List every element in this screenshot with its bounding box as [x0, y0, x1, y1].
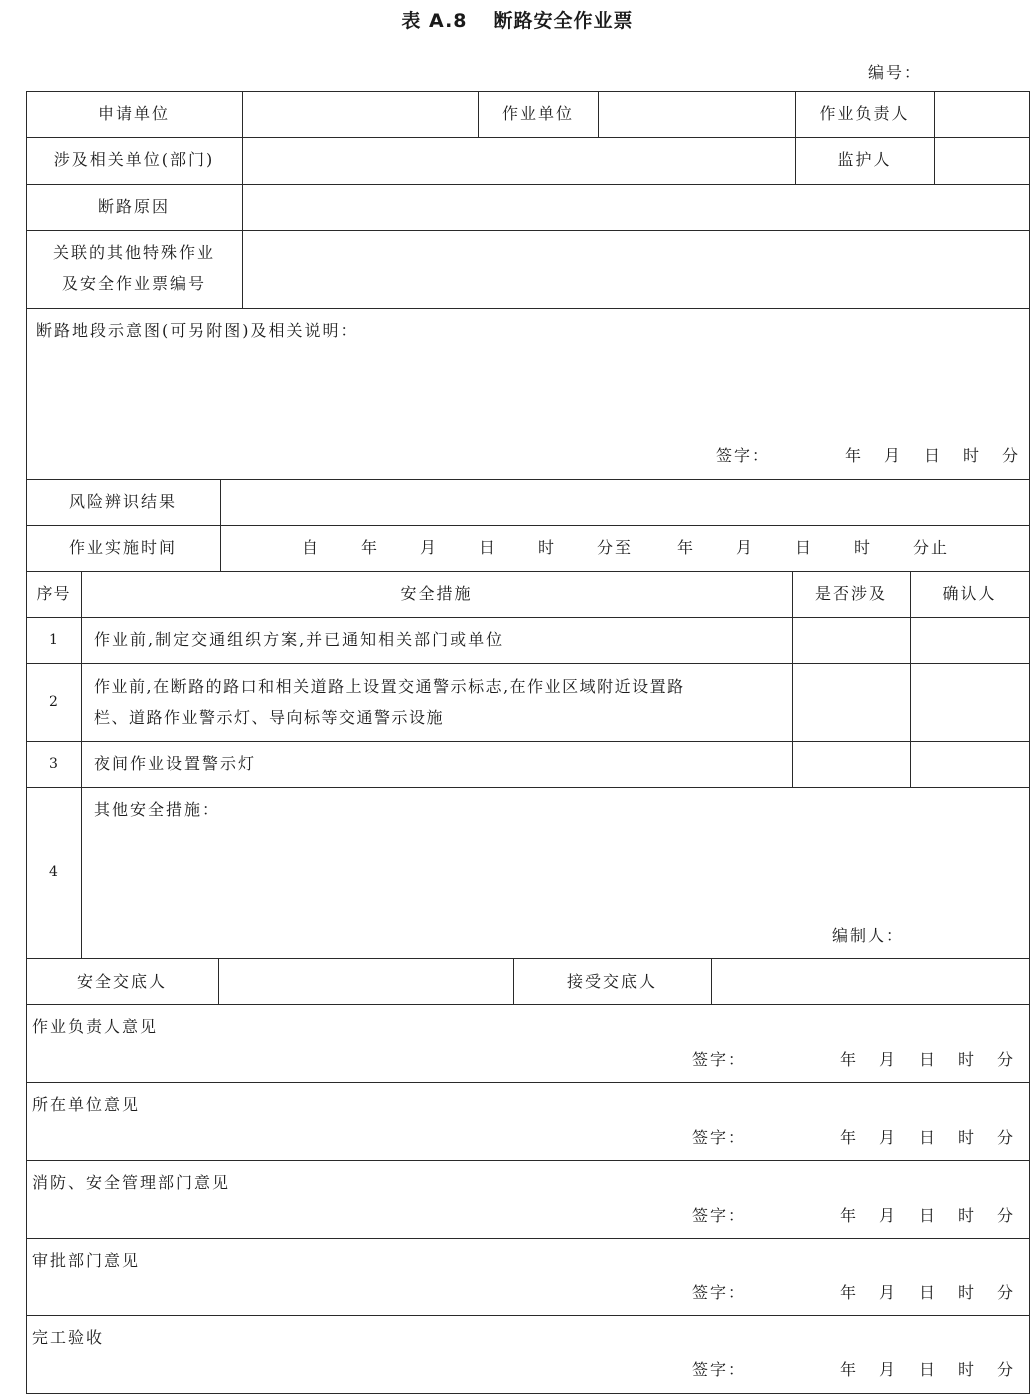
- rule: [26, 184, 1030, 185]
- related-permit-label-line1: 关联的其他特殊作业: [52, 243, 215, 262]
- serial-label: 编号：: [868, 63, 923, 82]
- col-confirmer-header: 确认人: [942, 584, 997, 603]
- measure-text-line2: 栏、道路作业警示灯、导向标等交通警示设施: [94, 708, 445, 727]
- rule: [26, 230, 1030, 231]
- day-label: 日: [919, 1360, 938, 1379]
- rule: [26, 137, 1030, 138]
- rule: [26, 617, 1030, 618]
- col-no-header: 序号: [36, 584, 71, 603]
- period-label: 作业实施时间: [68, 538, 177, 557]
- rule: [26, 91, 1030, 92]
- hour-label: 时: [958, 1360, 977, 1379]
- day-label: 日: [919, 1050, 938, 1069]
- period-from: 自: [302, 538, 321, 557]
- applicant-unit-label: 申请单位: [97, 104, 170, 123]
- risk-label: 风险辨识结果: [68, 492, 177, 511]
- table-code: 表 A.8: [401, 10, 468, 32]
- rule: [26, 1004, 1030, 1005]
- measure-no: 1: [49, 632, 58, 648]
- hour-label: 时: [958, 1128, 977, 1147]
- period-day-2: 日: [795, 538, 814, 557]
- hour-label: 时: [958, 1206, 977, 1225]
- opinion-label: 消防、安全管理部门意见: [32, 1173, 231, 1192]
- period-hour: 时: [538, 538, 557, 557]
- related-permit-label-line2: 及安全作业票编号: [61, 274, 206, 293]
- day-label: 日: [919, 1206, 938, 1225]
- opinion-label: 作业负责人意见: [32, 1017, 159, 1036]
- measure-text: 作业前,制定交通组织方案,并已通知相关部门或单位: [94, 630, 505, 649]
- month-label: 月: [879, 1128, 898, 1147]
- rule: [26, 958, 1030, 959]
- measure-no: 4: [49, 864, 58, 880]
- rule: [598, 91, 599, 137]
- hour-label: 时: [958, 1050, 977, 1069]
- sign-label: 签字：: [692, 1206, 747, 1225]
- briefing-receiver-label: 接受交底人: [566, 972, 657, 991]
- rule: [81, 571, 82, 958]
- period-hour-2: 时: [854, 538, 873, 557]
- rule: [26, 1160, 1030, 1161]
- measure-text-line1: 作业前,在断路的路口和相关道路上设置交通警示标志,在作业区域附近设置路: [94, 677, 685, 696]
- minute-label: 分: [997, 1360, 1016, 1379]
- sign-label: 签字：: [692, 1360, 747, 1379]
- year-label: 年: [840, 1128, 859, 1147]
- sign-label: 签字：: [692, 1050, 747, 1069]
- day-label: 日: [924, 446, 943, 465]
- other-measures-label: 其他安全措施：: [94, 800, 221, 819]
- title-text: 断路安全作业票: [493, 10, 634, 32]
- period-minute-end: 分止: [913, 538, 950, 557]
- opinion-label: 所在单位意见: [32, 1095, 141, 1114]
- measure-no: 2: [49, 694, 58, 710]
- measure-text: 夜间作业设置警示灯: [94, 754, 257, 773]
- rule: [26, 787, 1030, 788]
- minute-label: 分: [997, 1128, 1016, 1147]
- minute-label: 分: [997, 1283, 1016, 1302]
- period-day: 日: [479, 538, 498, 557]
- rule: [26, 571, 1030, 572]
- year-label: 年: [840, 1283, 859, 1302]
- rule: [26, 663, 1030, 664]
- minute-label: 分: [997, 1050, 1016, 1069]
- opinion-label: 审批部门意见: [32, 1251, 141, 1270]
- day-label: 日: [919, 1283, 938, 1302]
- period-year: 年: [361, 538, 380, 557]
- col-involved-header: 是否涉及: [814, 584, 887, 603]
- period-minute-to: 分至: [597, 538, 634, 557]
- col-measure-header: 安全措施: [400, 584, 473, 603]
- rule: [26, 525, 1030, 526]
- minute-label: 分: [997, 1206, 1016, 1225]
- period-year-2: 年: [677, 538, 696, 557]
- sketch-label: 断路地段示意图(可另附图)及相关说明：: [36, 321, 359, 340]
- sign-label: 签字：: [692, 1283, 747, 1302]
- month-label: 月: [884, 446, 903, 465]
- rule: [26, 1082, 1030, 1083]
- minute-label: 分: [1002, 446, 1021, 465]
- period-month-2: 月: [736, 538, 755, 557]
- related-units-label: 涉及相关单位(部门): [53, 150, 215, 169]
- rule: [26, 308, 1030, 309]
- day-label: 日: [919, 1128, 938, 1147]
- month-label: 月: [879, 1050, 898, 1069]
- sign-label: 签字：: [716, 446, 771, 465]
- briefing-giver-label: 安全交底人: [76, 972, 167, 991]
- period-month: 月: [420, 538, 439, 557]
- rule: [220, 479, 221, 571]
- month-label: 月: [879, 1206, 898, 1225]
- reason-label: 断路原因: [97, 197, 170, 216]
- rule: [26, 1238, 1030, 1239]
- year-label: 年: [840, 1050, 859, 1069]
- rule: [26, 1393, 1030, 1394]
- year-label: 年: [840, 1360, 859, 1379]
- rule: [711, 958, 712, 1004]
- rule: [26, 1315, 1030, 1316]
- measure-no: 3: [49, 756, 58, 772]
- hour-label: 时: [958, 1283, 977, 1302]
- rule: [26, 479, 1030, 480]
- rule: [26, 741, 1030, 742]
- hour-label: 时: [963, 446, 982, 465]
- work-unit-label: 作业单位: [501, 104, 574, 123]
- work-leader-label: 作业负责人: [819, 104, 910, 123]
- year-label: 年: [840, 1206, 859, 1225]
- rule: [934, 91, 935, 184]
- rule: [1029, 91, 1030, 1393]
- sign-label: 签字：: [692, 1128, 747, 1147]
- compiler-label: 编制人：: [832, 926, 905, 945]
- opinion-label: 完工验收: [32, 1328, 105, 1347]
- rule: [242, 91, 243, 308]
- month-label: 月: [879, 1360, 898, 1379]
- rule: [218, 958, 219, 1004]
- month-label: 月: [879, 1283, 898, 1302]
- guardian-label: 监护人: [837, 150, 892, 169]
- year-label: 年: [845, 446, 864, 465]
